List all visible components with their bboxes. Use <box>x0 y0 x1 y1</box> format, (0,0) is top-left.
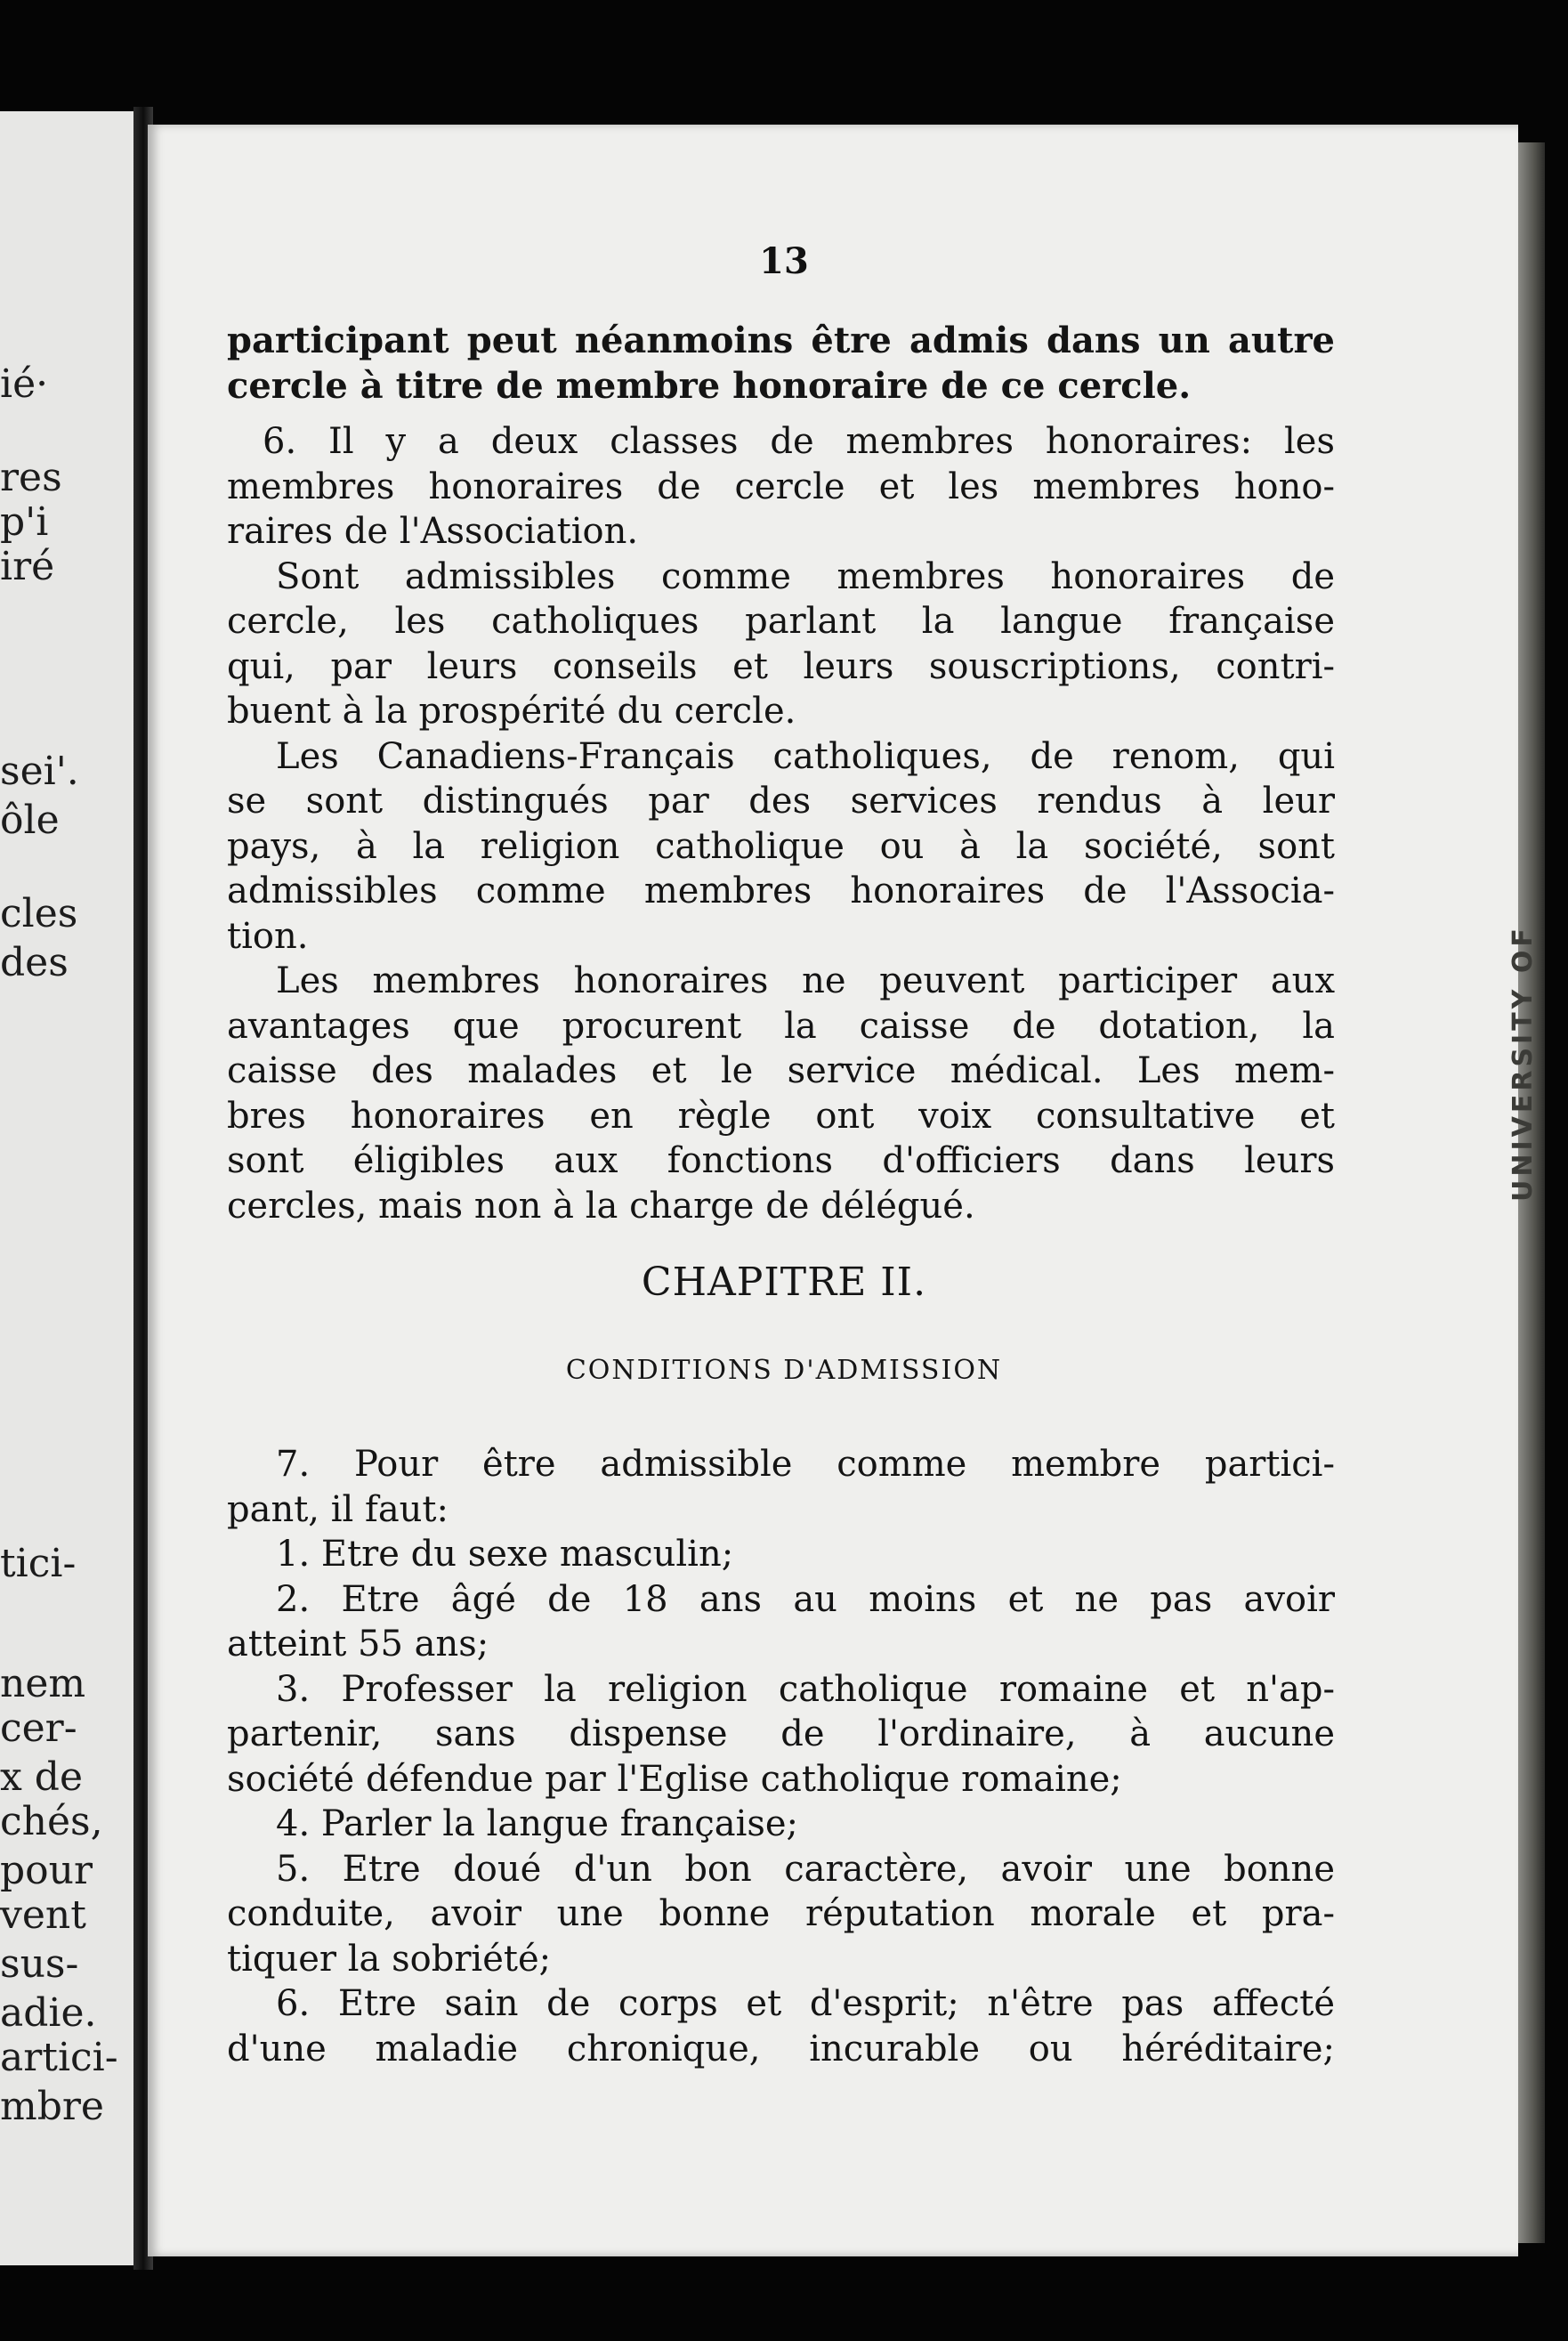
text-line: cercles, mais non à la charge de délégué. <box>227 1185 975 1227</box>
left-margin-fragment: adie. <box>0 1990 97 2036</box>
text-line: Les Canadiens-Français catholiques, de renom, qui <box>276 735 1335 777</box>
left-margin-fragment: cles <box>0 891 78 936</box>
left-margin-fragment: iré <box>0 544 55 589</box>
left-margin-fragment: vent <box>0 1892 86 1938</box>
text-line: 2. Etre âgé de 18 ans au moins et ne pas avoir <box>276 1578 1335 1620</box>
left-page-edge <box>0 111 133 2265</box>
text-line: 5. Etre doué d'un bon caractère, avoir une bonne <box>276 1848 1335 1890</box>
text-line: bres honoraires en règle ont voix consultative et <box>227 1095 1335 1137</box>
text-line: pant, il faut: <box>227 1488 449 1530</box>
page-number: 13 <box>759 240 809 282</box>
article-6 <box>227 419 1335 1228</box>
text-line: sont éligibles aux fonctions d'officiers dans leurs <box>227 1140 1335 1181</box>
text-line: conduite, avoir une bonne réputation morale et pra- <box>227 1893 1335 1934</box>
text-line: 6. Etre sain de corps et d'esprit; n'être pas affecté <box>276 1983 1335 2024</box>
left-margin-fragment: des <box>0 940 69 985</box>
text-line: buent à la prospérité du cercle. <box>227 691 796 732</box>
text-line: société défendue par l'Eglise catholique romaine; <box>227 1758 1122 1800</box>
text-line: 6. Il y a deux classes de membres honoraires: les <box>263 421 1335 462</box>
text-line: Sont admissibles comme membres honoraires de <box>276 555 1335 597</box>
text-line: se sont distingués par des services rendus à leur <box>227 781 1335 822</box>
left-margin-fragment: sei'. <box>0 749 79 794</box>
text-line: participant peut néanmoins être admis dans un autre <box>227 320 1335 361</box>
left-margin-fragment: tici- <box>0 1541 77 1586</box>
edge-stamp-text: UNIVERSITY OF <box>1507 925 1539 1202</box>
left-margin-fragment: ié· <box>0 361 49 407</box>
text-line: 7. Pour être admissible comme membre partici- <box>276 1444 1335 1485</box>
text-line: 4. Parler la langue française; <box>276 1803 799 1844</box>
left-margin-fragment: cer- <box>0 1705 77 1751</box>
chapter-title: CHAPITRE II. <box>641 1260 927 1305</box>
left-margin-fragment: mbre <box>0 2084 104 2129</box>
left-margin-fragment: sus- <box>0 1941 79 1987</box>
text-line: admissibles comme membres honoraires de l'Associa- <box>227 871 1335 911</box>
left-margin-fragment: artici- <box>0 2035 118 2080</box>
left-margin-fragment: res <box>0 455 62 500</box>
left-margin-fragment: x de <box>0 1754 84 1800</box>
text-line: atteint 55 ans; <box>227 1624 489 1665</box>
left-margin-fragment: p'i <box>0 499 49 545</box>
text-line: tiquer la sobriété; <box>227 1938 552 1980</box>
article-7 <box>227 1442 1335 2071</box>
text-line: membres honoraires de cercle et les membres hono- <box>227 466 1335 507</box>
text-line: cercle, les catholiques parlant la langue française <box>227 601 1335 642</box>
text-line: cercle à titre de membre honoraire de ce cercle. <box>227 364 1192 407</box>
text-line: qui, par leurs conseils et leurs souscriptions, contri- <box>227 645 1335 687</box>
text-line: avantages que procurent la caisse de dotation, la <box>227 1005 1335 1047</box>
text-line: raires de l'Association. <box>227 511 639 552</box>
chapter-subtitle: CONDITIONS D'ADMISSION <box>565 1355 1003 1386</box>
text-line: pays, à la religion catholique ou à la société, sont <box>227 825 1335 867</box>
text-line: Les membres honoraires ne peuvent participer aux <box>276 960 1335 1001</box>
paragraph-continuation <box>227 319 1335 409</box>
left-margin-fragment: ôle <box>0 798 60 843</box>
text-line: caisse des malades et le service médical. Les mem- <box>227 1050 1335 1091</box>
text-line: 3. Professer la religion catholique romaine et n'ap- <box>276 1668 1335 1710</box>
text-line: d'une maladie chronique, incurable ou héréditaire; <box>227 2028 1335 2070</box>
left-margin-fragment: pour <box>0 1848 93 1893</box>
text-line: partenir, sans dispense de l'ordinaire, à aucune <box>227 1713 1335 1754</box>
text-line: 1. Etre du sexe masculin; <box>276 1534 734 1575</box>
left-margin-fragment: chés, <box>0 1799 103 1844</box>
left-margin-fragment: nem <box>0 1661 86 1706</box>
text-line: tion. <box>227 915 309 957</box>
